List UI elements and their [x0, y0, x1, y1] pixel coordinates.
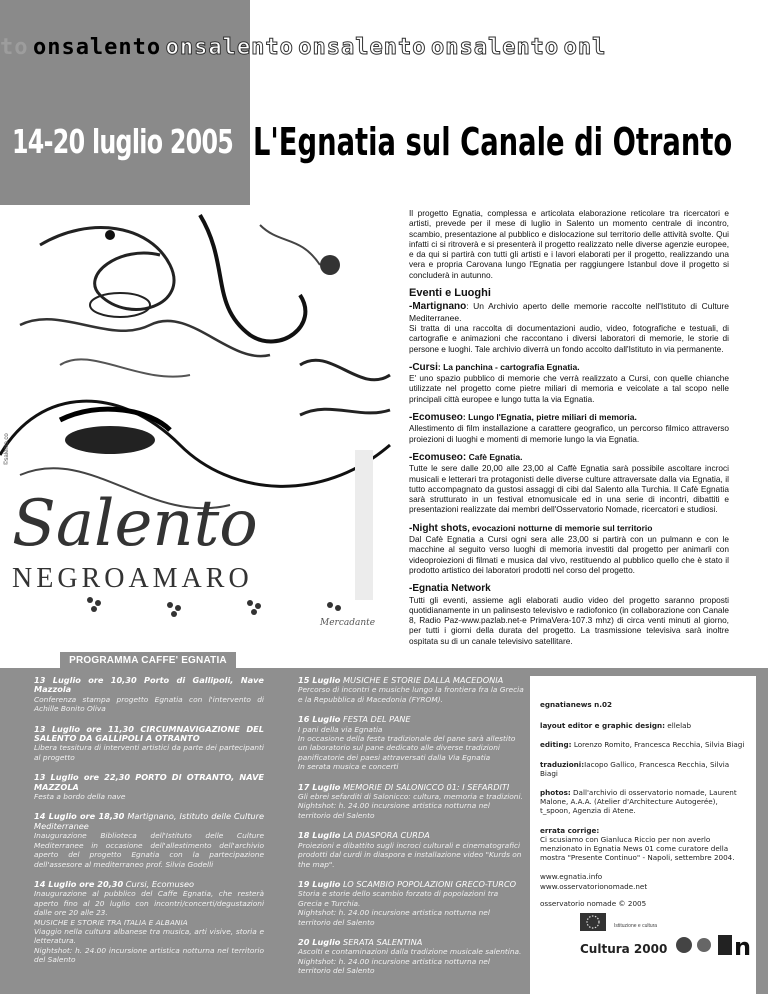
- programma-item: [298, 715, 524, 771]
- event-date: 14-20 luglio 2005: [12, 122, 234, 161]
- credit-errata-label: errata corrige:: [540, 825, 600, 835]
- sponsor-logos: [580, 907, 756, 979]
- event-subtitle: : La panchina - cartografia Egnatia.: [437, 361, 580, 372]
- osservatorio-nomade-logo-icon: [718, 935, 732, 955]
- credit-photos: [540, 788, 746, 816]
- credit-layout-label: layout editor e graphic design:: [540, 721, 665, 731]
- header-grey-block: [0, 0, 250, 205]
- programma-item-heading: [34, 725, 264, 744]
- event-heading: [409, 412, 729, 423]
- event-heading: [409, 583, 729, 594]
- programma-item-body: Libera tessitura di interventi artistici da parte dei partecipanti al progetto: [34, 743, 264, 762]
- poster-signature: Mercadante: [320, 618, 376, 625]
- poster-lower-artwork: [0, 205, 400, 625]
- programma-item-place: LA DIASPORA CURDA: [340, 830, 430, 841]
- credit-traduzioni: [540, 760, 746, 778]
- programma-item-date: 13 Luglio ore 11,30 CIRCUMNAVIGAZIONE DEL SALENTO DA GALLIPOLI A OTRANTO: [34, 723, 264, 744]
- programma-item: [34, 773, 264, 801]
- programma-item: [298, 880, 524, 927]
- programma-item-date: 18 Luglio: [298, 830, 341, 841]
- programma-item: [34, 676, 264, 714]
- events-list: [409, 301, 729, 646]
- programma-item-heading: [298, 880, 524, 889]
- programma-item-date: 17 Luglio: [298, 781, 341, 792]
- right-column: [409, 208, 729, 654]
- cultura-2000-logo: Cultura 2000: [580, 942, 668, 956]
- banner-prefix: to: [0, 35, 29, 60]
- programma-item-place: LO SCAMBIO POPOLAZIONI GRECO-TURCO: [340, 878, 517, 889]
- poster-word-negroamaro: NEGROAMARO: [12, 563, 253, 594]
- programma-item-date: 20 Luglio: [298, 936, 341, 947]
- credit-layout: [540, 721, 746, 730]
- programma-item: [298, 938, 524, 976]
- programma-item-place: FESTA DEL PANE: [340, 714, 411, 725]
- banner-segment-1: onsalento: [32, 35, 162, 60]
- event-heading: [409, 523, 729, 534]
- banner-segment-2: onsalento: [165, 35, 294, 60]
- event-item: [409, 362, 729, 404]
- programma-title: PROGRAMMA CAFFE' EGNATIA: [60, 652, 236, 670]
- credit-photos-label: photos:: [540, 788, 571, 798]
- programma-item-body: Inaugurazione al pubblico del Caffe Egnatia, che resterà aperto fino al 20 luglio con incontri/concerti/degustazioni dalle ore 20 alle 23. MUSICHE E STORIE TRA ITALIA E ALBANIA Viaggio nella cultura albanese tra musica, arti visive, storia e letteratura. Nightshot: h. 24.00 incursione artistica notturna nel territorio del Salento: [34, 889, 264, 965]
- programma-item-date: 13 Luglio ore 22,30 PORTO DI OTRANTO, NAVE MAZZOLA: [34, 772, 264, 792]
- credit-photos-value: Dall'archivio di osservatorio nomade, Laurent Malone, A.A.A. (Atelier d'Architecture Autogerée), t_spoon, Agenzia di Atene.: [540, 788, 737, 816]
- banner-segment-5: onl: [563, 35, 607, 60]
- issue-number: egnatianews n.02: [540, 700, 612, 709]
- website-egnatia-link[interactable]: www.egnatia.info: [540, 872, 603, 882]
- partner-logo-icon: [676, 937, 692, 953]
- programma-item-heading: [34, 880, 264, 889]
- programma-item-body: Conferenza stampa progetto Egnatia con l'intervento di Achille Bonito Oliva: [34, 694, 264, 714]
- event-item: [409, 452, 729, 515]
- event-place: -Martignano: [409, 301, 467, 313]
- intro-paragraph: Il progetto Egnatia, complessa e articolata elaborazione reticolare tra ricercatori e artisti, prevede per il mese di luglio in Salento un momento centrale di incontro, scambio, presentazione al pubblico e dislocazione sul territorio delle attività svolte. Qui infatti ci si ritroverà e si presenterà il progetto realizzato nelle diverse agenzie europee, e da qui si partirà con tutti gli artisti e i lavori elaborati per il progetto, realizzando una vera e propria Carovana lungo l'Egnatia per raggiungere Istanbul dove il progetto si concluderà in autunno.: [409, 208, 729, 280]
- event-heading: [409, 301, 729, 323]
- programma-item-heading: [298, 783, 524, 792]
- event-place: -Ecomuseo: [409, 412, 463, 424]
- credit-errata-value: Ci scusiamo con Gianluca Riccio per non averlo menzionato in Egnatia News 01 come curatore della mostra "Presente Continuo" - Napoli, settembre 2004.: [540, 834, 735, 863]
- eu-flag-icon: [580, 913, 606, 931]
- copyright: osservatorio nomade © 2005: [540, 898, 647, 908]
- programma-item-heading: [34, 676, 264, 695]
- credit-editing-label: editing:: [540, 740, 572, 750]
- programma-item-place: MEMORIE DI SALONICCO 01: I SEFARDITI: [340, 781, 510, 792]
- event-place: -Night shots: [409, 522, 468, 534]
- event-subtitle: : Un Archivio aperto delle memorie raccolte nell'Istituto di Culture Mediterranee.: [409, 301, 729, 323]
- programma-item-body: Storia e storie dello scambio forzato di popolazioni tra Grecia e Turchia. Nightshot: h. 24.00 incursione artistica notturna nel territorio del Salento: [298, 889, 499, 927]
- onsalento-banner: [0, 34, 768, 62]
- event-subtitle: , evocazioni notturne di memorie sul territorio: [467, 522, 653, 533]
- poster-word-salento: Salento: [12, 487, 258, 561]
- credit-websites: [540, 872, 746, 890]
- programma-item-body: Festa a bordo della nave: [34, 792, 126, 802]
- event-item: [409, 523, 729, 575]
- credit-layout-value: ellelab: [664, 721, 692, 731]
- programma-item-heading: [298, 938, 524, 947]
- event-description: Tutte le sere dalle 20,00 alle 23,00 al Caffè Egnatia sarà possibile ascoltare incroci musicali e letterari tra protagonisti delle diverse culture attraversate dalla via Egnatia, il tutto accompagnato da gustosi assaggi di cibi dal Salento alla Turchia. Il Cafè Egnatia sarà strutturato in un festival etnomusicale ed in una serie di incontri, dibattiti e presentazioni realizzate dai membri dell'Osservatorio Nomade, ricercatori e studiosi.: [409, 463, 729, 515]
- programma-item-heading: [34, 812, 264, 831]
- event-item: [409, 583, 729, 646]
- event-subtitle: : Lungo l'Egnatia, pietre miliari di memoria.: [462, 412, 637, 423]
- programma-item-body: Inaugurazione Biblioteca dell'Istituto delle Culture Mediterranee in occasione dell'allestimento dell'archivio aperto del progetto Egnatia con la partecipazione dell'assesore al mediterraneo prof. Silvia Godelli: [34, 831, 264, 869]
- programma-item: [34, 812, 264, 868]
- programma-item-heading: [298, 715, 524, 724]
- programma-mid-column: [298, 676, 524, 987]
- event-description: Tutti gli eventi, assieme agli elaborati audio video del progetto saranno proposti quotidianamente in un palinsesto televisivo e radiofonico (in collaborazione con Canale 8, Radio Paz-www.pazlab.net-e PrimaVera-107.3 mhz) di circa venti minuti al giorno, per tutti i giorni della durata del progetto. La trasmissione televisiva sarà inoltre ospitata su di un canale televisivo satellitare.: [409, 594, 729, 646]
- events-title: Eventi e Luoghi: [409, 287, 491, 300]
- event-place: -Ecomuseo:: [409, 451, 467, 463]
- programma-item-place: Martignano, Istituto delle Culture Mediterranee: [34, 811, 264, 831]
- programma-item: [34, 725, 264, 763]
- programma-item: [298, 676, 524, 704]
- event-subtitle: Cafè Egnatia.: [466, 451, 523, 462]
- programma-left-column: [34, 676, 264, 976]
- programma-item-place: MUSICHE E STORIE DALLA MACEDONIA: [340, 675, 504, 685]
- credit-editing: [540, 740, 746, 749]
- credit-traduzioni-label: traduzioni:: [540, 759, 585, 769]
- programma-item: [34, 880, 264, 965]
- programma-item-date: 13 Luglio ore 10,30 Porto di Gallipoli, Nave Mazzola: [34, 675, 264, 695]
- programma-item-body: I pani della via Egnatia In occasione della festa tradizionale del pane sarà allestito un laboratorio sul pane dedicato alle diverse tradizioni panificatorie dei paesi attraversati dalla Via Egnatia In serata musica e concerti: [298, 724, 516, 772]
- website-osservatorio-link[interactable]: www.osservatorionomade.net: [540, 881, 648, 891]
- programma-item-date: 15 Luglio: [298, 675, 341, 685]
- event-item: [409, 412, 729, 444]
- programma-item-date: 16 Luglio: [298, 714, 341, 725]
- credit-traduzioni-value: Iacopo Gallico, Francesca Recchia, Silvia Biagi: [540, 759, 730, 778]
- programma-item-heading: [298, 831, 524, 840]
- banner-segment-3: onsalento: [298, 35, 427, 60]
- credit-errata: [540, 826, 746, 863]
- event-place: -Egnatia Network: [409, 583, 491, 595]
- event-description: Allestimento di film installazione a carattere geografico, un percorso filmico attraverso proiezioni di luoghi e momenti di memorie lungo la via Egnatia.: [409, 423, 729, 444]
- programma-item-body: Gli ebrei sefarditi di Salonicco: cultura, memoria e tradizioni. Nightshot: h. 24.00 incursione artistica notturna nel territorio del Salento: [298, 792, 523, 820]
- programma-item: [298, 783, 524, 821]
- event-place: -Cursi: [409, 361, 438, 373]
- programma-item-date: 19 Luglio: [298, 878, 341, 889]
- programma-item-heading: [34, 773, 264, 792]
- osservatorio-nomade-logo: n: [734, 933, 752, 961]
- programma-item-body: Percorso di incontri e musiche lungo la frontiera fra la Grecia e la Repubblica di Macedonia (FYROM).: [298, 685, 524, 704]
- programma-item: [298, 831, 524, 869]
- programma-item-place: Cursi, Ecomuseo: [123, 878, 194, 889]
- programma-item-body: Ascolti e contaminazioni dalla tradizione musicale salentina. Nightshot: h. 24.00 incursione artistica notturna nel territorio del Salento: [298, 947, 522, 976]
- programma-item-place: SERATA SALENTINA: [340, 936, 423, 947]
- event-description: Dal Cafè Egnatia a Cursi ogni sera alle 23,00 si partirà con un pulmann e con le macchine al seguito verso luoghi di memoria investiti dal progetto per animarli con videoproiezioni di filmati e musica dal vivo, restituendo al pubblico quello che è stato il prodotto artistico dei laboratori prodotti nel corso del progetto.: [409, 534, 729, 575]
- event-item: [409, 301, 729, 353]
- credit-editing-value: Lorenzo Romito, Francesca Recchia, Silvia Biagi: [571, 740, 745, 750]
- page-title: L'Egnatia sul Canale di Otranto: [253, 120, 733, 164]
- logo-istituzione-text: Istituzione e cultura: [614, 923, 658, 929]
- event-description: Si tratta di una raccolta di documentazioni audio, video, fotografiche e testuali, di cartografie e animazioni che raccontano i diversi laboratori di memorie, le storie di persone e luoghi. Tale archivio diverrà un fondo accolto dall'Istituto in via permanente.: [409, 322, 729, 354]
- poster-credit: ©salento.co: [4, 433, 10, 465]
- programma-item-date: 14 Luglio ore 18,30: [34, 811, 125, 822]
- event-description: E' uno spazio pubblico di memorie che verrà realizzato a Cursi, con quelle chianche utilizzate nel progetto come pietre miliari di memoria e veicolate a tal scopo nelle principali città europee e lungo tutta la via Egnatia.: [409, 373, 729, 404]
- programma-item-body: Proiezioni e dibattito sugli incroci culturali e cinematografici prodotti dal curdi in diaspora e installazione video "Kurds on the map".: [298, 840, 522, 869]
- event-heading: [409, 452, 729, 463]
- programma-item-date: 14 Luglio ore 20,30: [34, 878, 124, 889]
- event-heading: [409, 362, 729, 373]
- partner-logo-2-icon: [697, 938, 711, 952]
- banner-segment-4: onsalento: [430, 35, 560, 60]
- programma-item-heading: [298, 676, 524, 685]
